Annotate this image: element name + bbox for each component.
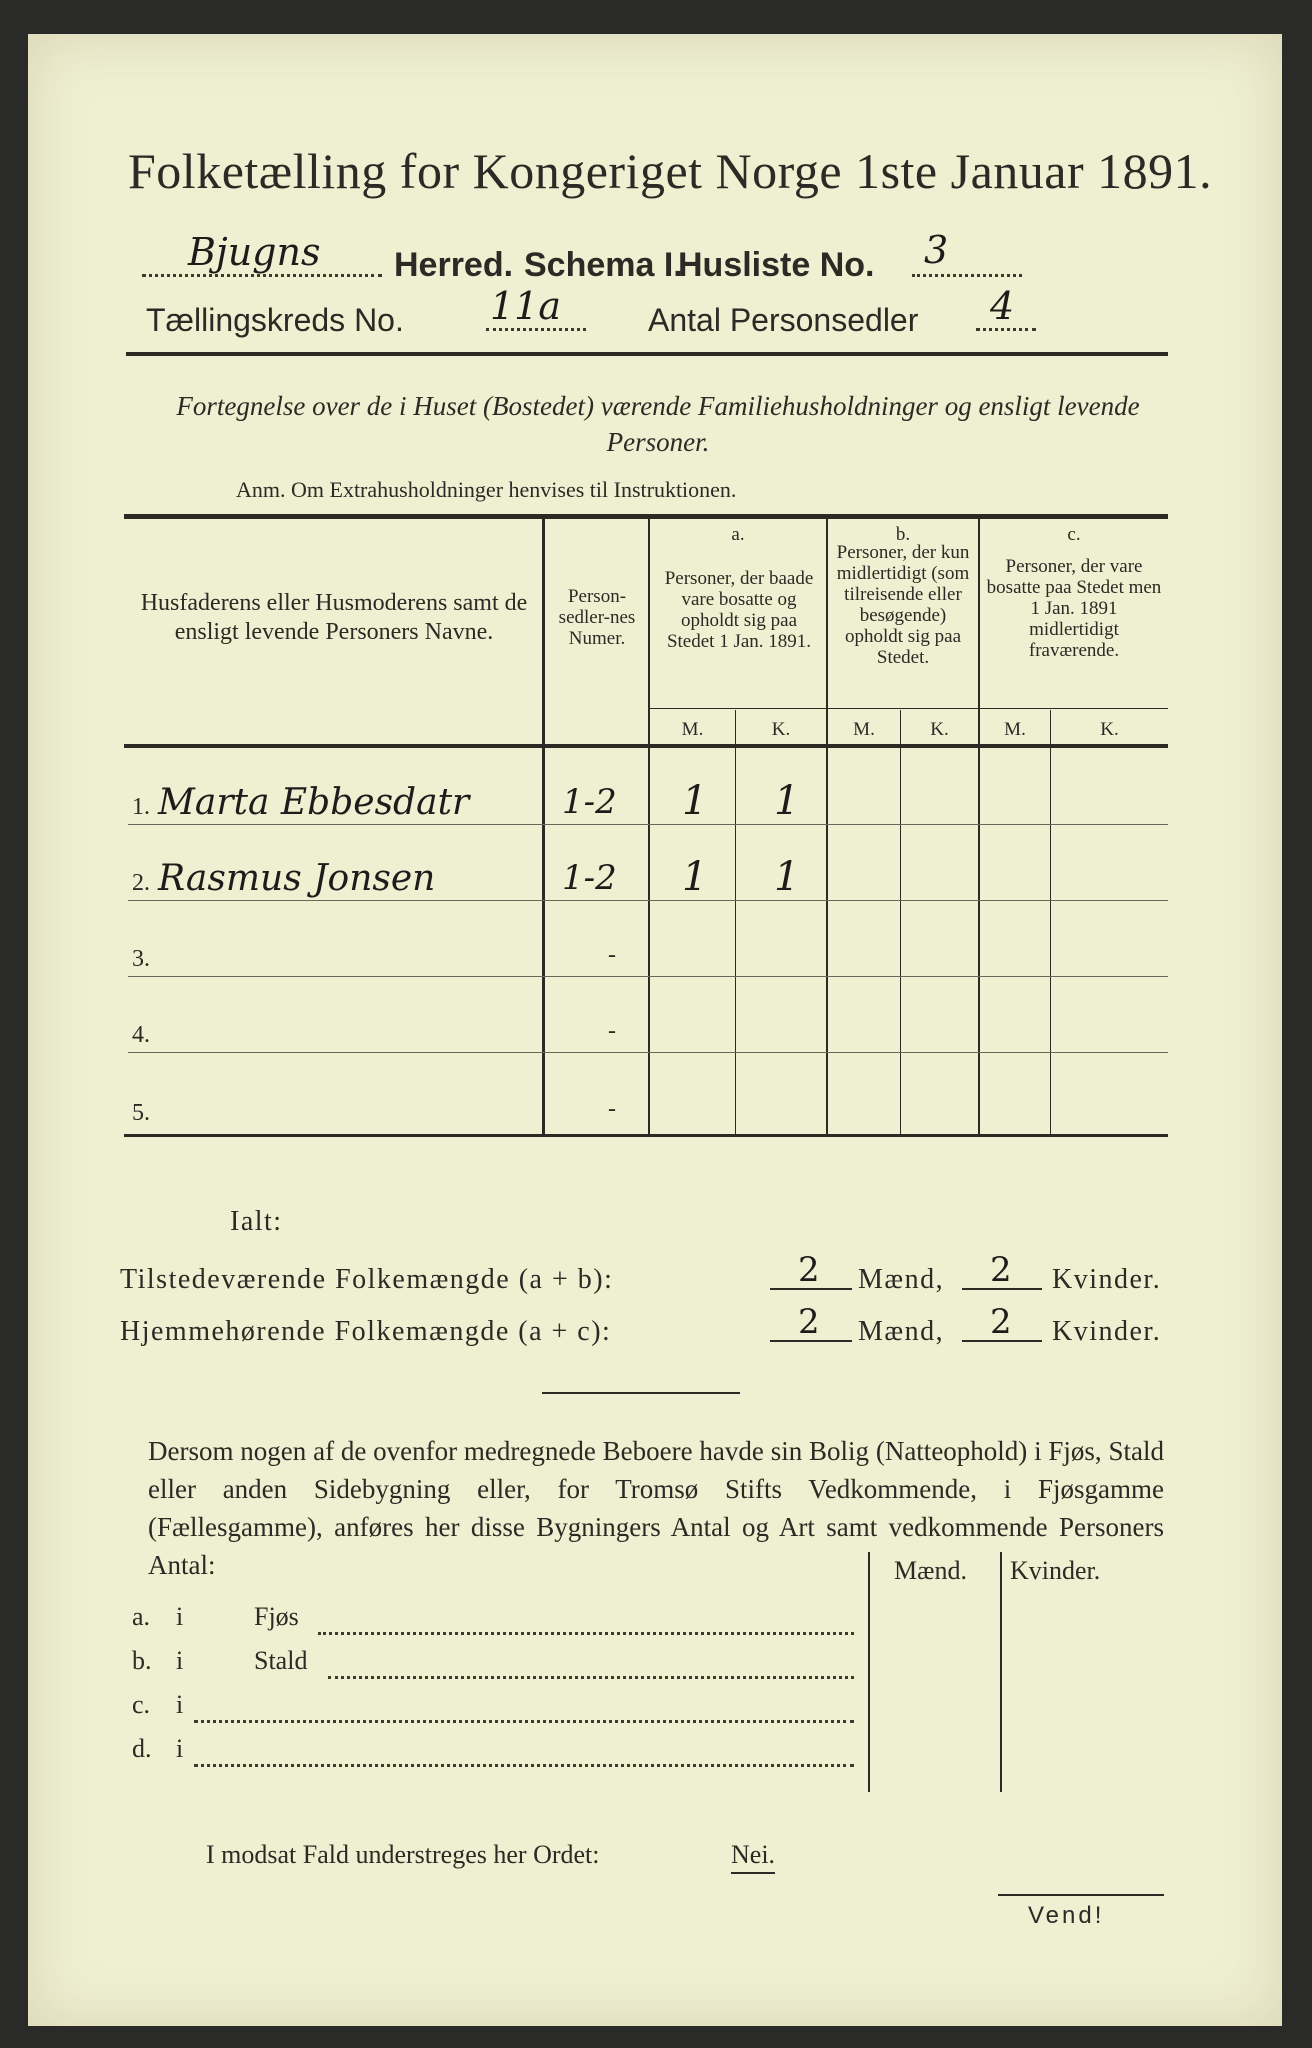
col-b-k-label: K. <box>930 719 949 740</box>
table-bottom-rule <box>124 1134 1168 1137</box>
building-a-prefix: i <box>176 1602 184 1631</box>
col-divider-b-mk <box>900 710 901 1134</box>
row-2-num: 1-2 <box>562 858 617 898</box>
building-b-dots <box>328 1652 854 1679</box>
ialt-label: Ialt: <box>230 1206 283 1237</box>
building-d-prefix: i <box>176 1734 184 1763</box>
row-3-number: 3. <box>132 946 150 972</box>
vend-rule <box>998 1894 1164 1896</box>
hjemme-k-value: 2 <box>990 1302 1012 1342</box>
building-d-dots <box>194 1740 854 1767</box>
building-b-letter: b. <box>132 1646 152 1675</box>
col-b-m-label: M. <box>853 719 875 740</box>
herred-label: Herred. <box>394 246 514 284</box>
col-divider-a <box>826 518 828 1134</box>
row-5-num: - <box>608 1096 616 1122</box>
building-c-dots <box>194 1696 854 1723</box>
schema-label: Schema I. <box>524 246 683 284</box>
tilstede-maend: Mænd, <box>858 1264 945 1295</box>
tilstede-label: Tilstedeværende Folkemængde (a + b): <box>120 1264 614 1295</box>
nei-word: Nei. <box>731 1840 775 1874</box>
antal-label: Antal Personsedler <box>648 302 919 338</box>
husliste-value: 3 <box>924 228 949 272</box>
header-rule <box>126 352 1168 356</box>
col-header-a-letter: a. <box>731 524 745 545</box>
col-divider-name <box>542 518 545 1134</box>
building-b-prefix: i <box>176 1646 184 1675</box>
row-2-a-m: 1 <box>682 854 708 900</box>
building-c-letter: c. <box>132 1690 151 1719</box>
mk-header-rule <box>650 708 1168 709</box>
row-line-2 <box>128 900 1168 901</box>
col-divider-num <box>648 518 650 1134</box>
row-4-num: - <box>608 1018 616 1044</box>
building-a-letter: a. <box>132 1602 151 1631</box>
herred-value: Bjugns <box>188 230 321 274</box>
col-divider-a-mk <box>735 710 736 1134</box>
col-c-m-label: M. <box>1004 719 1026 740</box>
row-1-number: 1. <box>132 794 150 820</box>
row-line-3 <box>128 976 1168 977</box>
buildings-kvinder-header: Kvinder. <box>1010 1556 1101 1585</box>
col-header-a: Personer, der baade vare bosatte og opholdt sig paa Stedet 1 Jan. 1891. <box>664 568 814 652</box>
antal-value: 4 <box>990 284 1015 328</box>
tilstede-kvinder: Kvinder. <box>1052 1264 1162 1295</box>
hjemme-m-value: 2 <box>798 1302 820 1342</box>
kreds-label: Tællingskreds No. <box>146 302 404 338</box>
kreds-value: 11a <box>490 284 562 328</box>
buildings-maend-header: Mænd. <box>894 1556 967 1585</box>
building-c-prefix: i <box>176 1690 184 1719</box>
col-header-c-letter: c. <box>1067 524 1081 545</box>
col-a-k-label: K. <box>771 719 791 740</box>
building-a-label: Fjøs <box>254 1602 299 1631</box>
hjemme-maend: Mænd, <box>858 1316 945 1347</box>
tilstede-m-value: 2 <box>798 1250 820 1290</box>
hjemme-label: Hjemmehørende Folkemængde (a + c): <box>120 1316 612 1347</box>
row-2-name: Rasmus Jonsen <box>158 858 436 899</box>
col-header-num: Person-sedler-nes Numer. <box>558 586 636 649</box>
building-b-label: Stald <box>254 1646 308 1675</box>
row-3-num: - <box>608 942 616 968</box>
row-4-number: 4. <box>132 1022 150 1048</box>
row-1-name: Marta Ebbesdatr <box>158 782 470 823</box>
table-header-rule <box>124 744 1168 748</box>
row-2-number: 2. <box>132 870 150 896</box>
table-top-rule <box>124 514 1168 519</box>
modsat-text: I modsat Fald understreges her Ordet: <box>206 1840 600 1869</box>
hjemme-kvinder: Kvinder. <box>1052 1316 1162 1347</box>
section-divider <box>542 1392 740 1394</box>
buildings-paragraph: Dersom nogen af de ovenfor medregnede Beboere havde sin Bolig (Natteophold) i Fjøs, Stald eller anden Sidebygning eller, for Tromsø Stifts Vedkommende, i Fjøsgamme (Fællesgamme), anføres her disse Bygningers Antal og Art samt vedkommende Personers Antal: <box>148 1436 1164 1580</box>
vend-text: Vend! <box>1028 1902 1105 1929</box>
form-subtitle: Fortegnelse over de i Huset (Bostedet) værende Familiehusholdninger og ensligt levende Personer. <box>176 391 1140 457</box>
row-1-a-k: 1 <box>774 778 800 824</box>
building-d-letter: d. <box>132 1734 152 1763</box>
row-1-a-m: 1 <box>682 778 708 824</box>
col-header-c: Personer, der vare bosatte paa Stedet men 1 Jan. 1891 midlertidigt fraværende. <box>986 556 1162 661</box>
husliste-label: Husliste No. <box>678 246 875 284</box>
building-a-dots <box>318 1608 854 1635</box>
col-divider-c-mk <box>1050 710 1051 1134</box>
tilstede-k-value: 2 <box>990 1250 1012 1290</box>
census-form-page <box>28 34 1282 2026</box>
note-text: Anm. Om Extrahusholdninger henvises til Instruktionen. <box>236 477 737 502</box>
row-line-1 <box>128 824 1168 825</box>
row-5-number: 5. <box>132 1100 150 1126</box>
col-c-k-label: K. <box>1100 719 1119 740</box>
row-line-4 <box>128 1052 1168 1053</box>
form-title: Folketælling for Kongeriget Norge 1ste Januar 1891. <box>128 143 1213 199</box>
col-header-name: Husfaderens eller Husmoderens samt de ensligt levende Personers Navne. <box>140 590 528 645</box>
buildings-col-divider-2 <box>1000 1552 1002 1792</box>
buildings-col-divider-1 <box>868 1552 870 1792</box>
row-2-a-k: 1 <box>774 854 800 900</box>
col-header-b-letter: b. <box>895 524 911 545</box>
row-1-num: 1-2 <box>562 782 617 822</box>
col-divider-b <box>978 518 980 1134</box>
col-a-m-label: M. <box>681 719 704 740</box>
col-header-b: Personer, der kun midlertidigt (som tilreisende eller besøgende) opholdt sig paa Stedet. <box>836 542 970 668</box>
